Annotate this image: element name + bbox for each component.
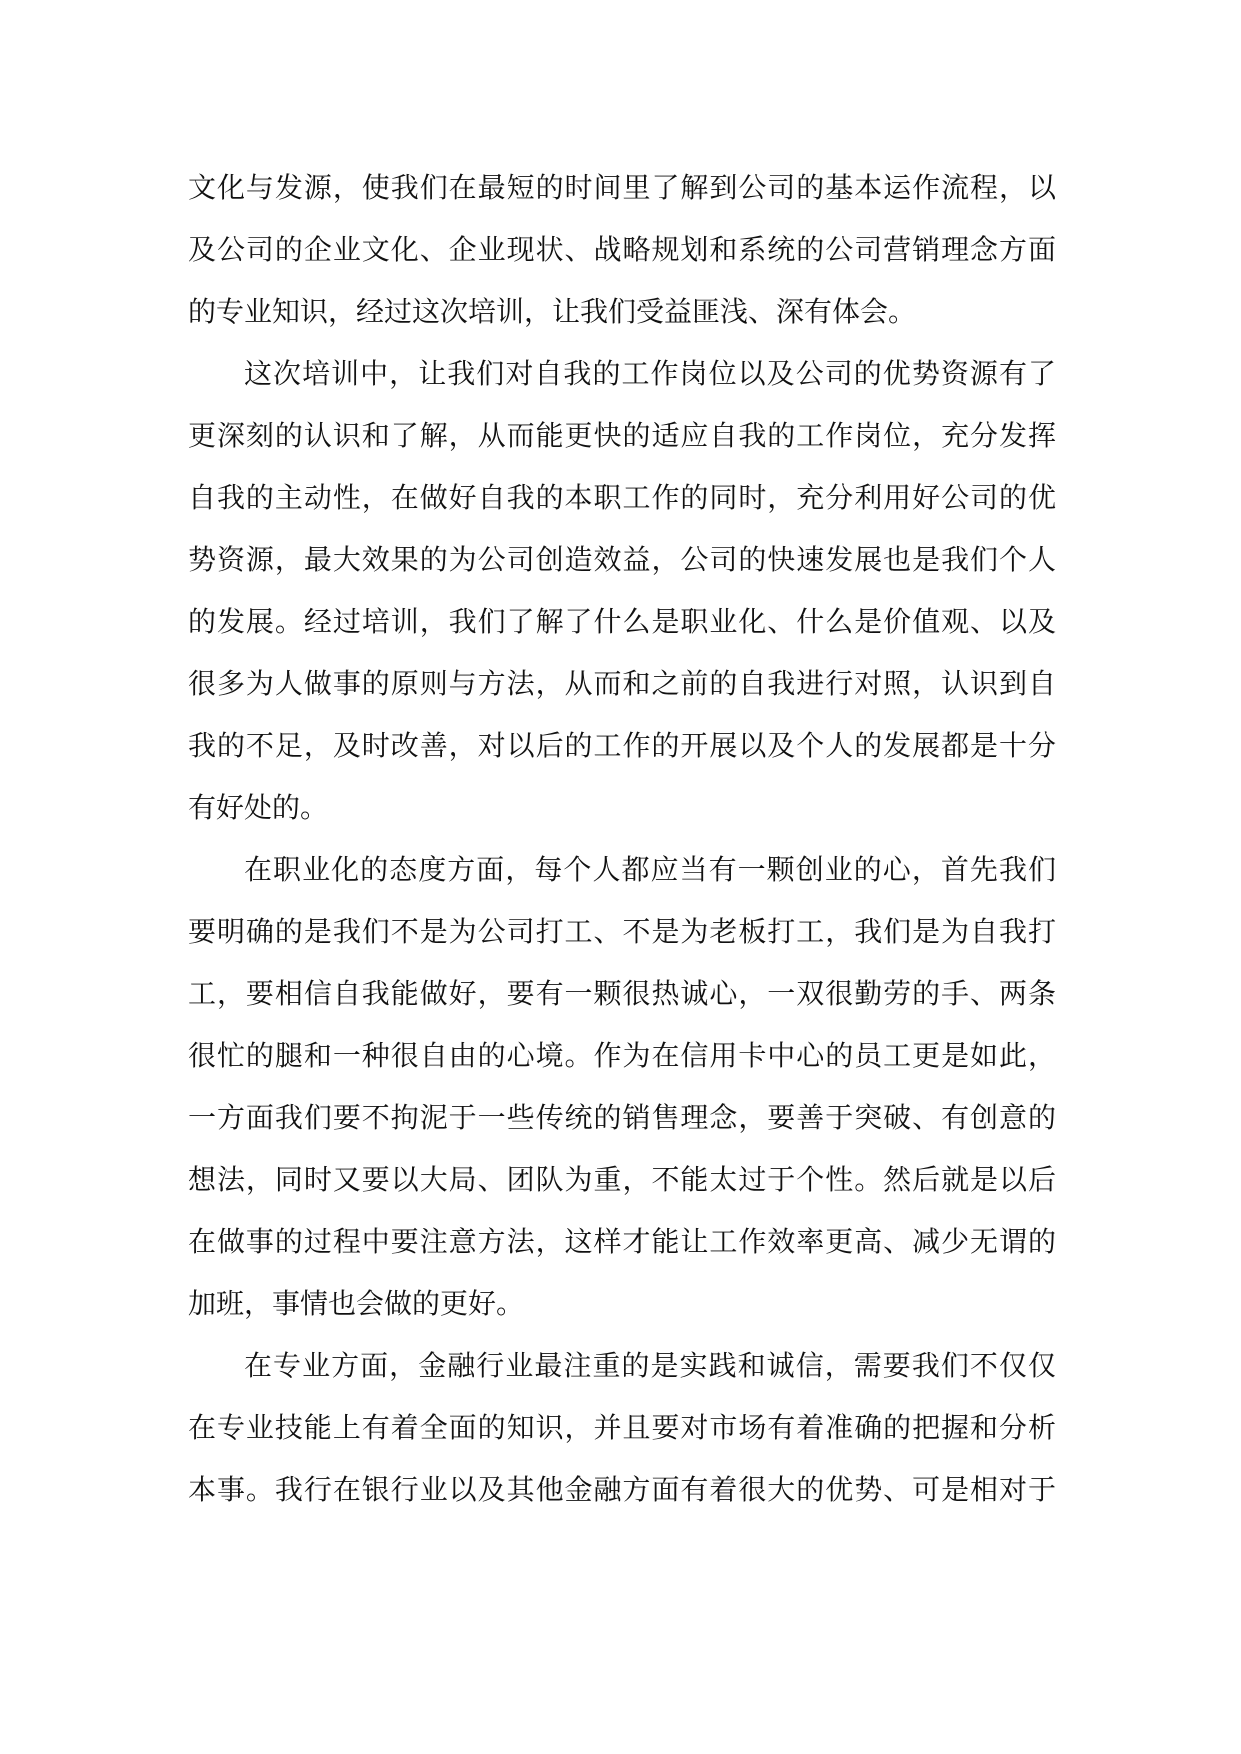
document-body (188, 157, 1056, 1521)
paragraph-2-line-1: 这次培训中，让我们对自我的工作岗位以及公司的优势资源有了 (244, 357, 1056, 390)
paragraph-1-line-1: 文化与发源，使我们在最短的时间里了解到公司的基本运作流程，以 (188, 171, 1056, 204)
paragraph-3-line-5: 一方面我们要不拘泥于一些传统的销售理念，要善于突破、有创意的 (188, 1101, 1056, 1134)
paragraph-2-line-5: 的发展。经过培训，我们了解了什么是职业化、什么是价值观、以及 (188, 605, 1056, 638)
paragraph-4-line-3: 本事。我行在银行业以及其他金融方面有着很大的优势、可是相对于 (188, 1473, 1056, 1506)
paragraph-1-line-3: 的专业知识，经过这次培训，让我们受益匪浅、深有体会。 (188, 295, 917, 328)
paragraph-2-line-3: 自我的主动性，在做好自我的本职工作的同时，充分利用好公司的优 (188, 481, 1056, 514)
paragraph-2-line-6: 很多为人做事的原则与方法，从而和之前的自我进行对照，认识到自 (188, 667, 1056, 700)
paragraph-3-line-7: 在做事的过程中要注意方法，这样才能让工作效率更高、减少无谓的 (188, 1225, 1056, 1258)
paragraph-2-line-4: 势资源，最大效果的为公司创造效益，公司的快速发展也是我们个人 (188, 543, 1056, 576)
paragraph-4-line-1: 在专业方面，金融行业最注重的是实践和诚信，需要我们不仅仅 (244, 1349, 1056, 1382)
paragraph-2-line-7: 我的不足，及时改善，对以后的工作的开展以及个人的发展都是十分 (188, 729, 1056, 762)
paragraph-3-line-2: 要明确的是我们不是为公司打工、不是为老板打工，我们是为自我打 (188, 915, 1056, 948)
paragraph-2-line-2: 更深刻的认识和了解，从而能更快的适应自我的工作岗位，充分发挥 (188, 419, 1056, 452)
paragraph-2-line-8: 有好处的。 (188, 791, 329, 824)
paragraph-3-line-6: 想法，同时又要以大局、团队为重，不能太过于个性。然后就是以后 (188, 1163, 1056, 1196)
paragraph-3-line-8: 加班，事情也会做的更好。 (188, 1287, 525, 1320)
paragraph-3-line-1: 在职业化的态度方面，每个人都应当有一颗创业的心，首先我们 (244, 853, 1056, 886)
paragraph-1-line-2: 及公司的企业文化、企业现状、战略规划和系统的公司营销理念方面 (188, 233, 1056, 266)
paragraph-3-line-3: 工，要相信自我能做好，要有一颗很热诚心，一双很勤劳的手、两条 (188, 977, 1056, 1010)
paragraph-4-line-2: 在专业技能上有着全面的知识，并且要对市场有着准确的把握和分析 (188, 1411, 1056, 1444)
paragraph-3-line-4: 很忙的腿和一种很自由的心境。作为在信用卡中心的员工更是如此， (188, 1039, 1056, 1072)
